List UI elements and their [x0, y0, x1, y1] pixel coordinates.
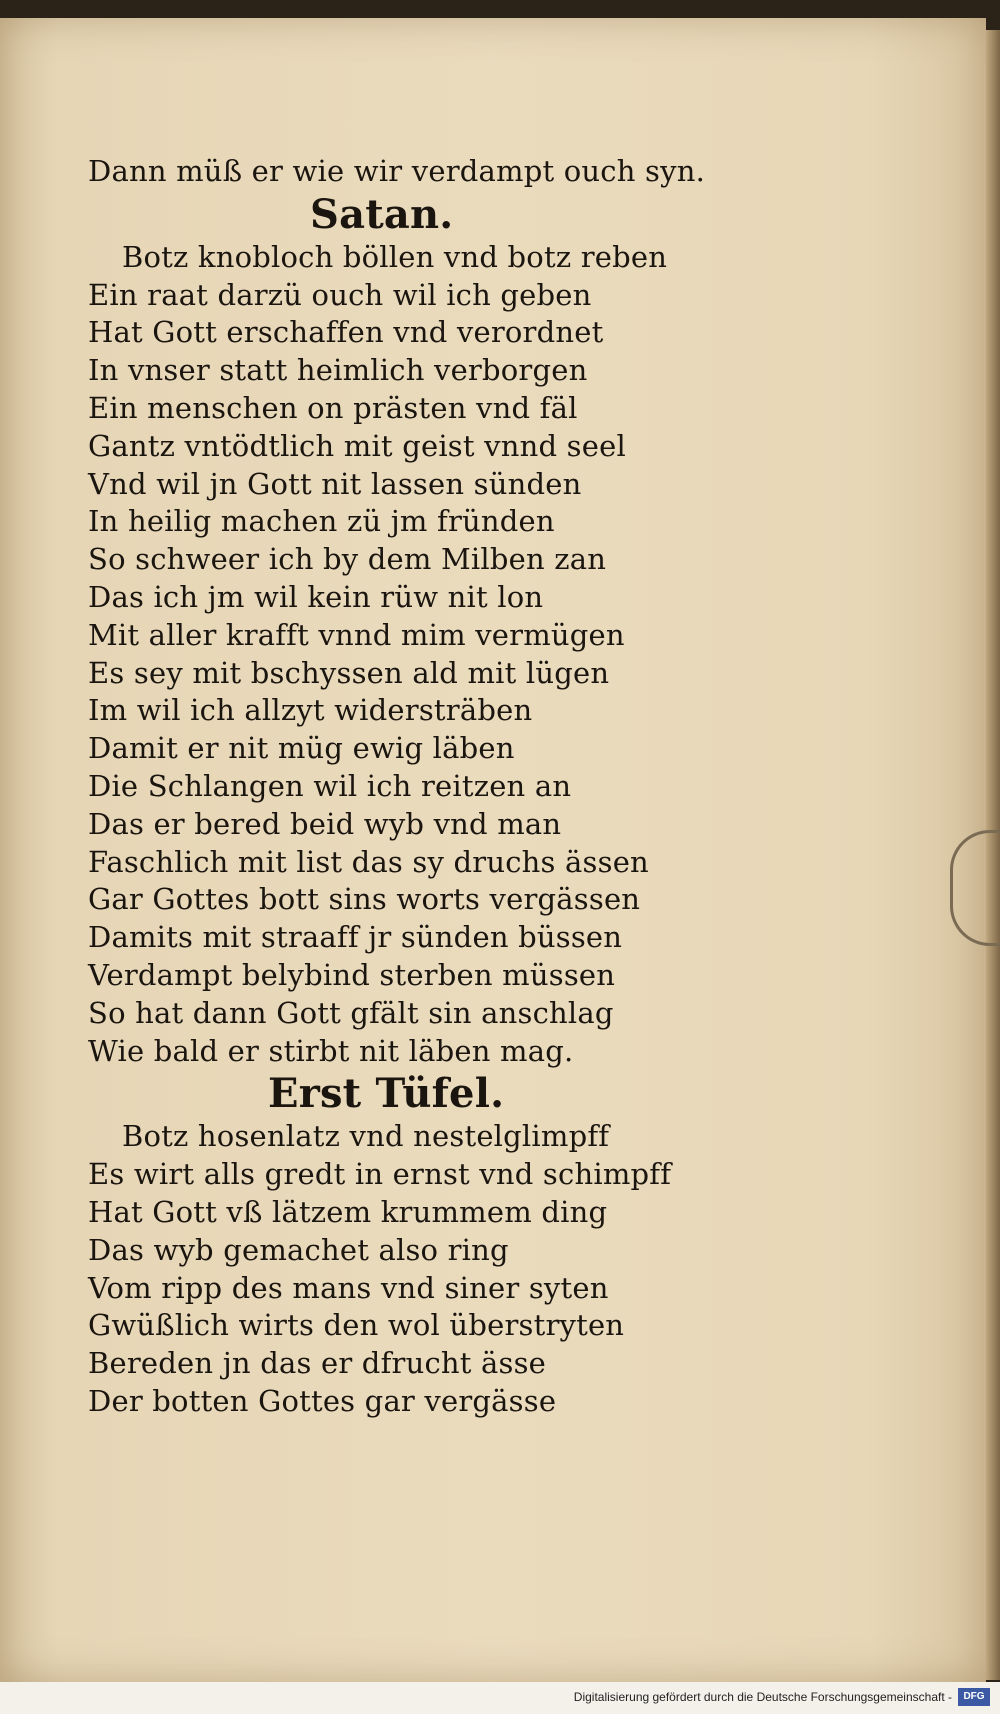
- funding-notice: Digitalisierung gefördert durch die Deutsche Forschungsgemeinschaft -: [573, 1690, 952, 1704]
- text-line: Das wyb gemachet also ring: [88, 1232, 509, 1267]
- text-line: Damit er nit müg ewig läben: [88, 731, 515, 766]
- text-line: Vom ripp des mans vnd siner syten: [88, 1270, 609, 1305]
- text-line: Botz knobloch böllen vnd botz reben: [122, 239, 668, 274]
- text-line: Hat Gott erschaffen vnd verordnet: [88, 315, 604, 350]
- text-line: Ein raat darzü ouch wil ich geben: [88, 277, 592, 312]
- text-line: Damits mit straaff jr sünden büssen: [88, 920, 623, 955]
- paper-clip-mark: [950, 830, 1000, 946]
- digitization-footer: [0, 1682, 1000, 1714]
- text-line: Im wil ich allzyt widersträben: [88, 693, 533, 728]
- text-line: Die Schlangen wil ich reitzen an: [88, 768, 572, 803]
- text-line: Verdampt belybind sterben müssen: [88, 957, 616, 992]
- text-line: Vnd wil jn Gott nit lassen sünden: [88, 466, 582, 501]
- text-line: Gantz vntödtlich mit geist vnnd seel: [88, 428, 626, 463]
- dfg-logo-icon: DFG: [958, 1688, 990, 1706]
- poem-text: [88, 153, 728, 1421]
- text-line: In heilig machen zü jm fründen: [88, 504, 555, 539]
- text-line: Gar Gottes bott sins worts vergässen: [88, 882, 641, 917]
- text-line: So hat dann Gott gfält sin anschlag: [88, 995, 614, 1030]
- text-line: Ein menschen on prästen vnd fäl: [88, 390, 578, 425]
- text-line: Das ich jm wil kein rüw nit lon: [88, 579, 544, 614]
- text-line: Wie bald er stirbt nit läben mag.: [88, 1033, 574, 1068]
- text-line: So schweer ich by dem Milben zan: [88, 542, 607, 577]
- text-line: In vnser statt heimlich verborgen: [88, 353, 588, 388]
- text-line: Hat Gott vß lätzem krummem ding: [88, 1194, 608, 1229]
- text-line: Bereden jn das er dfrucht ässe: [88, 1346, 547, 1381]
- book-page: [0, 18, 986, 1682]
- text-line: Das er bered beid wyb vnd man: [88, 806, 562, 841]
- text-line: Mit aller krafft vnnd mim vermügen: [88, 617, 625, 652]
- text-line: Der botten Gottes gar vergässe: [88, 1383, 557, 1418]
- text-line: Faschlich mit list das sy druchs ässen: [88, 844, 649, 879]
- text-line: Botz hosenlatz vnd nestelglimpff: [122, 1119, 610, 1154]
- text-line: Dann müß er wie wir verdampt ouch syn.: [88, 154, 706, 188]
- speaker-heading-satan: Satan.: [310, 190, 454, 238]
- text-line: Es wirt alls gredt in ernst vnd schimpff: [88, 1157, 672, 1192]
- text-line: Gwüßlich wirts den wol überstryten: [88, 1308, 625, 1343]
- speaker-heading-erst-tufel: Erst Tüfel.: [268, 1070, 505, 1118]
- text-line: Es sey mit bschyssen ald mit lügen: [88, 655, 610, 690]
